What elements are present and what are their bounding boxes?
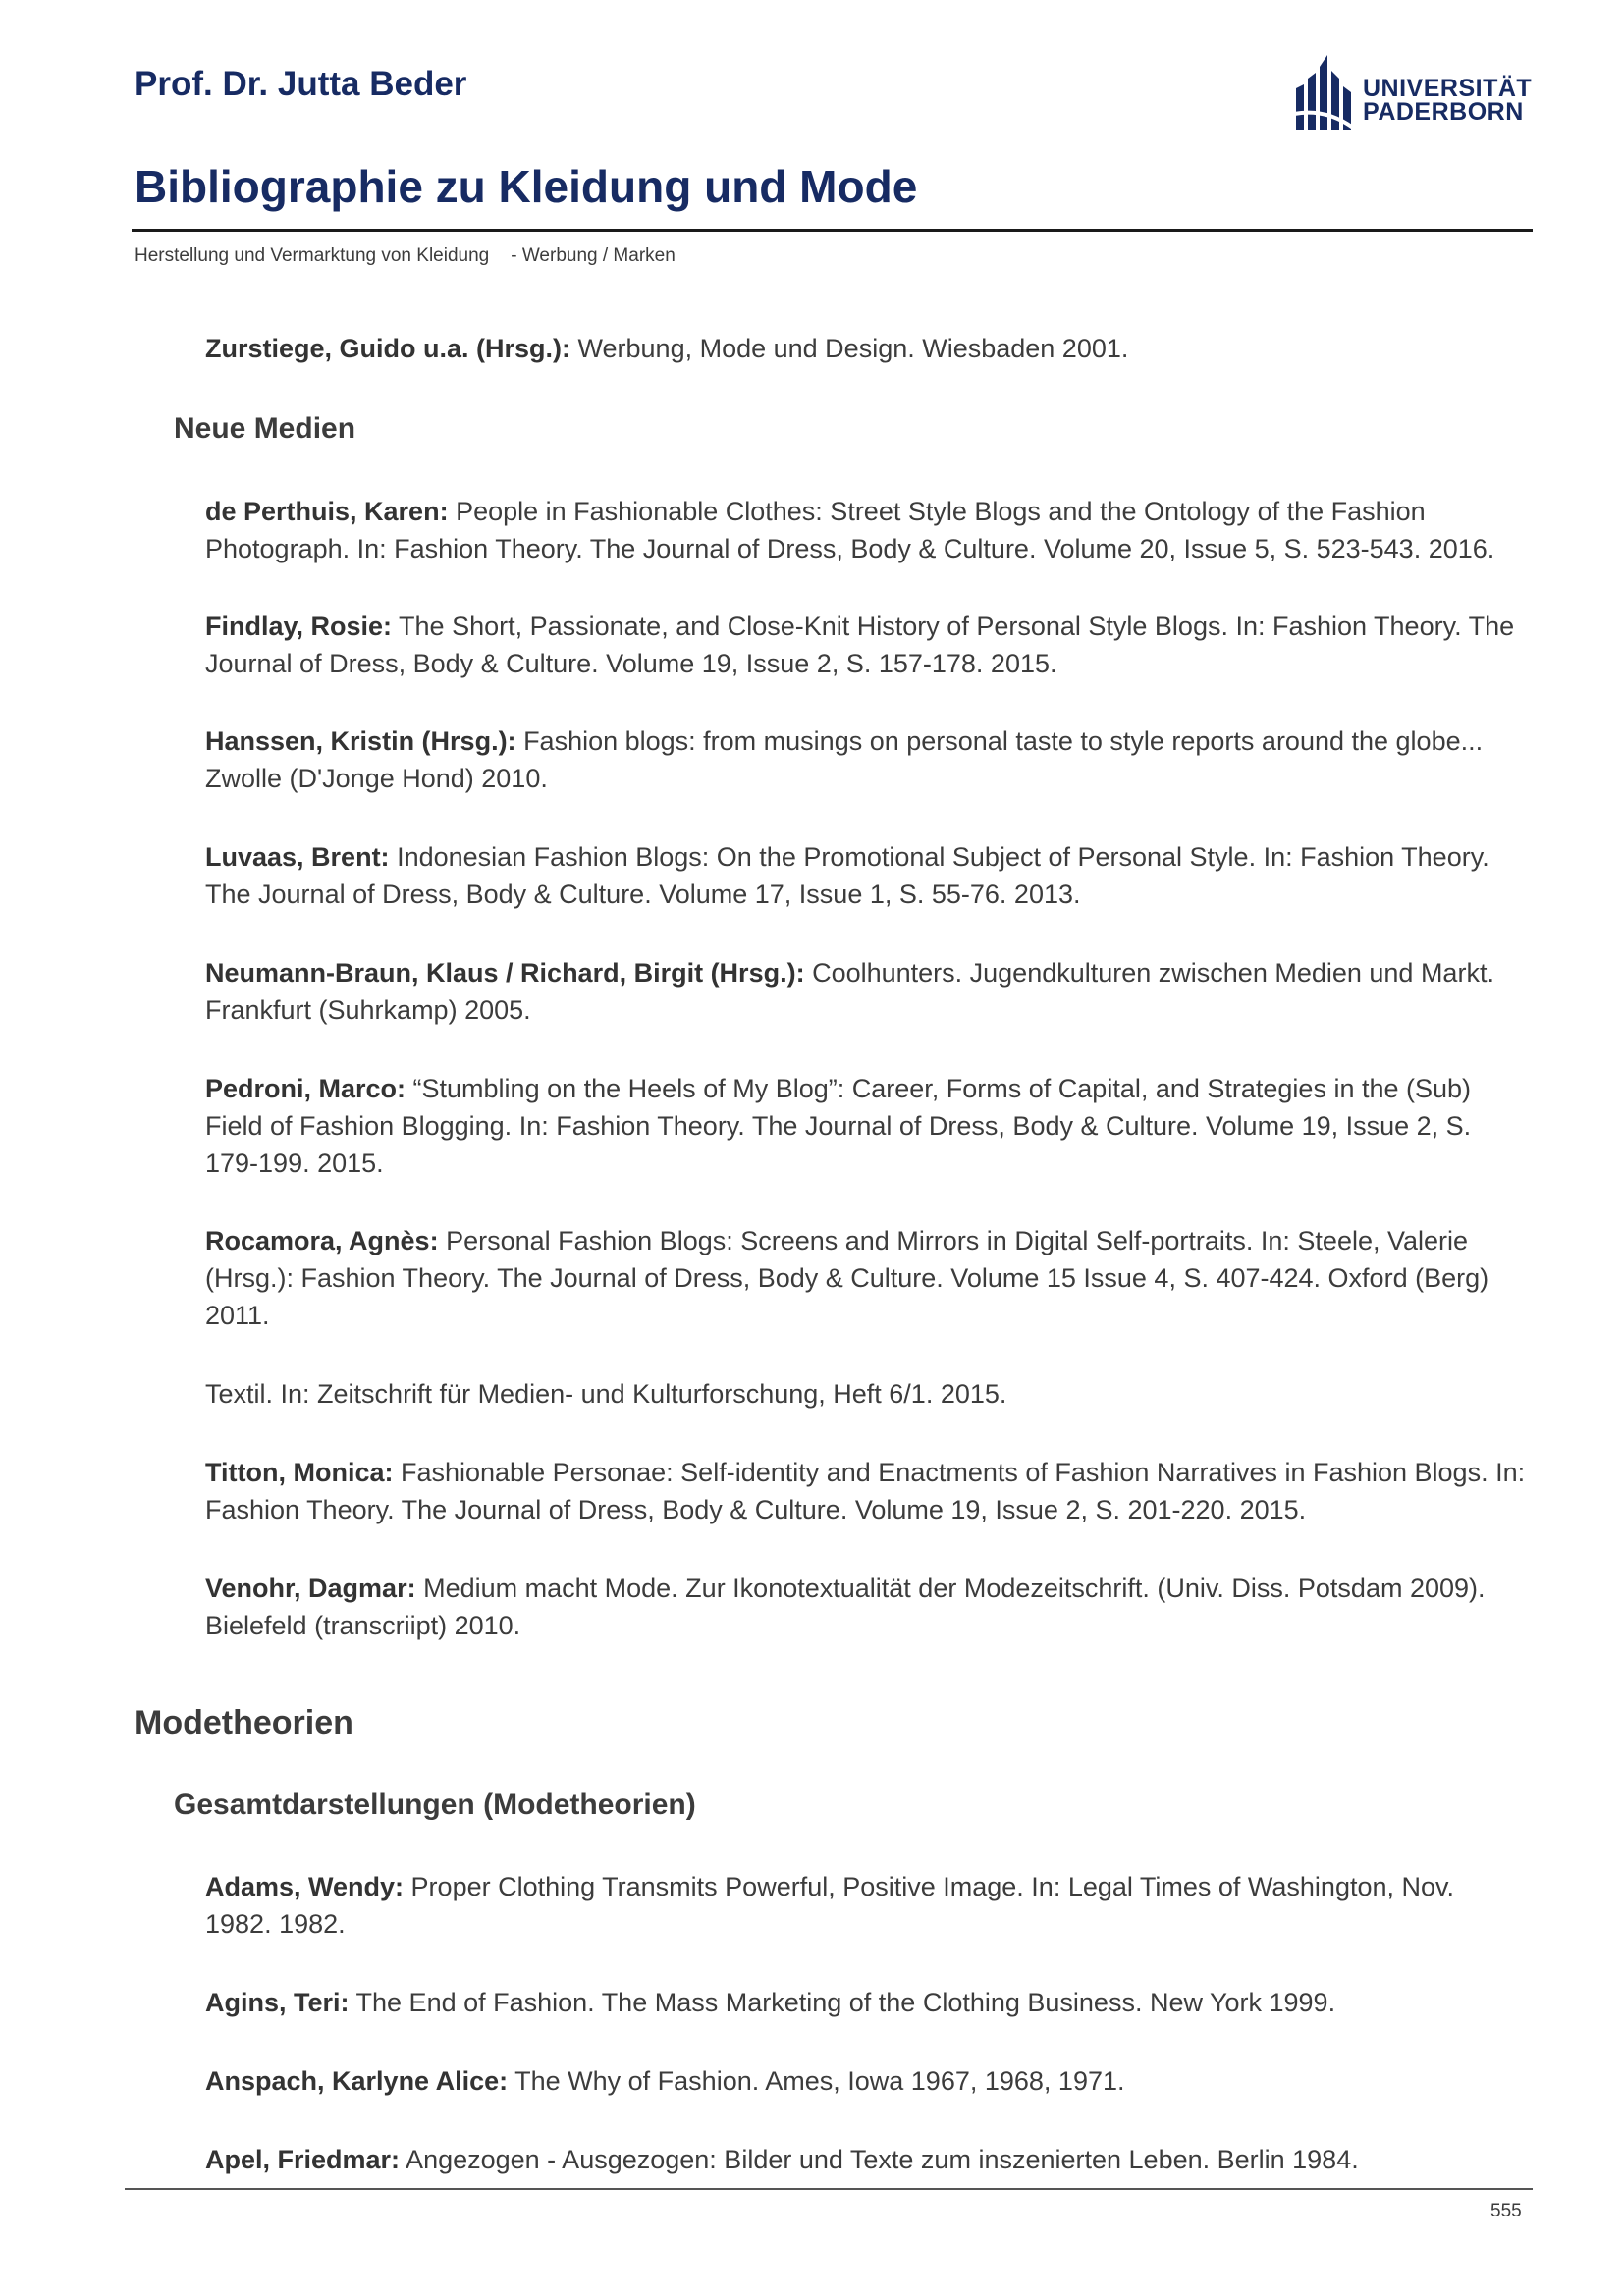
entry-author: Anspach, Karlyne Alice: bbox=[205, 2066, 509, 2096]
entry-text: Werbung, Mode und Design. Wiesbaden 2001. bbox=[570, 334, 1129, 363]
page-title: Bibliographie zu Kleidung und Mode bbox=[135, 161, 918, 212]
breadcrumb-part-1: Herstellung und Vermarktung von Kleidung bbox=[135, 245, 490, 266]
entry-text: Fashionable Personae: Self-identity and Enactments of Fashion Narratives in Fashion Blogs. In: Fashion Theory. The Journal of Dress, Body & Culture. Volume 19, Issue 2, S. 201-220. 2015. bbox=[205, 1458, 1526, 1524]
entry-author: Pedroni, Marco: bbox=[205, 1074, 406, 1103]
section-heading-gesamtdarstellungen: Gesamtdarstellungen (Modetheorien) bbox=[174, 1789, 696, 1821]
entry-author: de Perthuis, Karen: bbox=[205, 497, 449, 526]
bibliography-entry bbox=[205, 608, 1526, 682]
entry-text: Personal Fashion Blogs: Screens and Mirrors in Digital Self-portraits. In: Steele, Valerie (Hrsg.): Fashion Theory. The Journal of Dress, Body & Culture. Volume 15 Issue 4, S. 407-424. Oxford (Berg) 2011. bbox=[205, 1226, 1489, 1330]
breadcrumb-part-2: - Werbung / Marken bbox=[511, 245, 676, 266]
entry-text: Angezogen - Ausgezogen: Bilder und Texte zum inszenierten Leben. Berlin 1984. bbox=[400, 2145, 1359, 2174]
bibliography-entry bbox=[205, 2141, 1526, 2178]
entry-text: Fashion blogs: from musings on personal taste to style reports around the globe... Zwolle (D'Jonge Hond) 2010. bbox=[205, 726, 1484, 793]
entry-author: Luvaas, Brent: bbox=[205, 842, 390, 872]
entry-author: Neumann-Braun, Klaus / Richard, Birgit (Hrsg.): bbox=[205, 958, 805, 988]
entry-author: Hanssen, Kristin (Hrsg.): bbox=[205, 726, 516, 756]
entry-author: Rocamora, Agnès: bbox=[205, 1226, 439, 1255]
entry-author: Agins, Teri: bbox=[205, 1988, 350, 2017]
entry-text: Medium macht Mode. Zur Ikonotextualität der Modezeitschrift. (Univ. Diss. Potsdam 2009). Bielefeld (transcriipt) 2010. bbox=[205, 1574, 1486, 1640]
entry-text: People in Fashionable Clothes: Street Style Blogs and the Ontology of the Fashion Photograph. In: Fashion Theory. The Journal of Dress, Body & Culture. Volume 20, Issue 5, S. 523-543. 2016. bbox=[205, 497, 1495, 563]
entry-text: Indonesian Fashion Blogs: On the Promotional Subject of Personal Style. In: Fashion Theory. The Journal of Dress, Body & Culture. Volume 17, Issue 1, S. 55-76. 2013. bbox=[205, 842, 1489, 909]
bibliography-entry bbox=[205, 1984, 1526, 2021]
entry-author: Zurstiege, Guido u.a. (Hrsg.): bbox=[205, 334, 571, 363]
bibliography-entry bbox=[205, 722, 1526, 797]
entry-author: Venohr, Dagmar: bbox=[205, 1574, 416, 1603]
bibliography-entry bbox=[205, 493, 1526, 567]
bibliography-entry bbox=[205, 2062, 1526, 2100]
university-logo-icon bbox=[1292, 49, 1361, 132]
footer-divider bbox=[125, 2188, 1533, 2190]
entry-text: Coolhunters. Jugendkulturen zwischen Medien und Markt. Frankfurt (Suhrkamp) 2005. bbox=[205, 958, 1494, 1025]
entry-author: Adams, Wendy: bbox=[205, 1872, 405, 1901]
bibliography-entry bbox=[205, 1070, 1526, 1182]
bibliography-entry bbox=[205, 954, 1526, 1029]
header-author: Prof. Dr. Jutta Beder bbox=[135, 65, 467, 103]
entry-text: Textil. In: Zeitschrift für Medien- und Kulturforschung, Heft 6/1. 2015. bbox=[205, 1379, 1007, 1409]
entry-text: The Why of Fashion. Ames, Iowa 1967, 1968, 1971. bbox=[508, 2066, 1125, 2096]
header-divider bbox=[132, 229, 1533, 232]
logo-line-1: UNIVERSITÄT bbox=[1363, 75, 1533, 102]
section-heading-neue-medien: Neue Medien bbox=[174, 412, 356, 445]
section-heading-modetheorien: Modetheorien bbox=[135, 1704, 353, 1741]
bibliography-entry bbox=[205, 1222, 1526, 1334]
entry-text: “Stumbling on the Heels of My Blog”: Career, Forms of Capital, and Strategies in the (Sub) Field of Fashion Blogging. In: Fashion Theory. The Journal of Dress, Body & Culture. Volume 19, Issue 2, S. 179-199. 2015. bbox=[205, 1074, 1472, 1178]
bibliography-entry bbox=[205, 1868, 1526, 1943]
logo-line-2: PADERBORN bbox=[1363, 98, 1524, 126]
bibliography-entry bbox=[205, 1570, 1526, 1644]
breadcrumb bbox=[135, 245, 676, 267]
entry-text: Proper Clothing Transmits Powerful, Positive Image. In: Legal Times of Washington, Nov. 1982. 1982. bbox=[205, 1872, 1455, 1939]
bibliography-entry bbox=[205, 330, 1526, 367]
entry-author: Findlay, Rosie: bbox=[205, 612, 393, 641]
university-logo-text bbox=[1363, 77, 1532, 124]
bibliography-entry bbox=[205, 1454, 1526, 1528]
entry-text: The End of Fashion. The Mass Marketing of the Clothing Business. New York 1999. bbox=[349, 1988, 1336, 2017]
entry-author: Titton, Monica: bbox=[205, 1458, 394, 1487]
university-logo bbox=[1292, 49, 1533, 137]
entry-author: Apel, Friedmar: bbox=[205, 2145, 401, 2174]
bibliography-entry bbox=[205, 1375, 1526, 1413]
entry-text: The Short, Passionate, and Close-Knit History of Personal Style Blogs. In: Fashion Theory. The Journal of Dress, Body & Culture. Volume 19, Issue 2, S. 157-178. 2015. bbox=[205, 612, 1515, 678]
page-number: 555 bbox=[1490, 2201, 1522, 2221]
bibliography-entry bbox=[205, 838, 1526, 913]
